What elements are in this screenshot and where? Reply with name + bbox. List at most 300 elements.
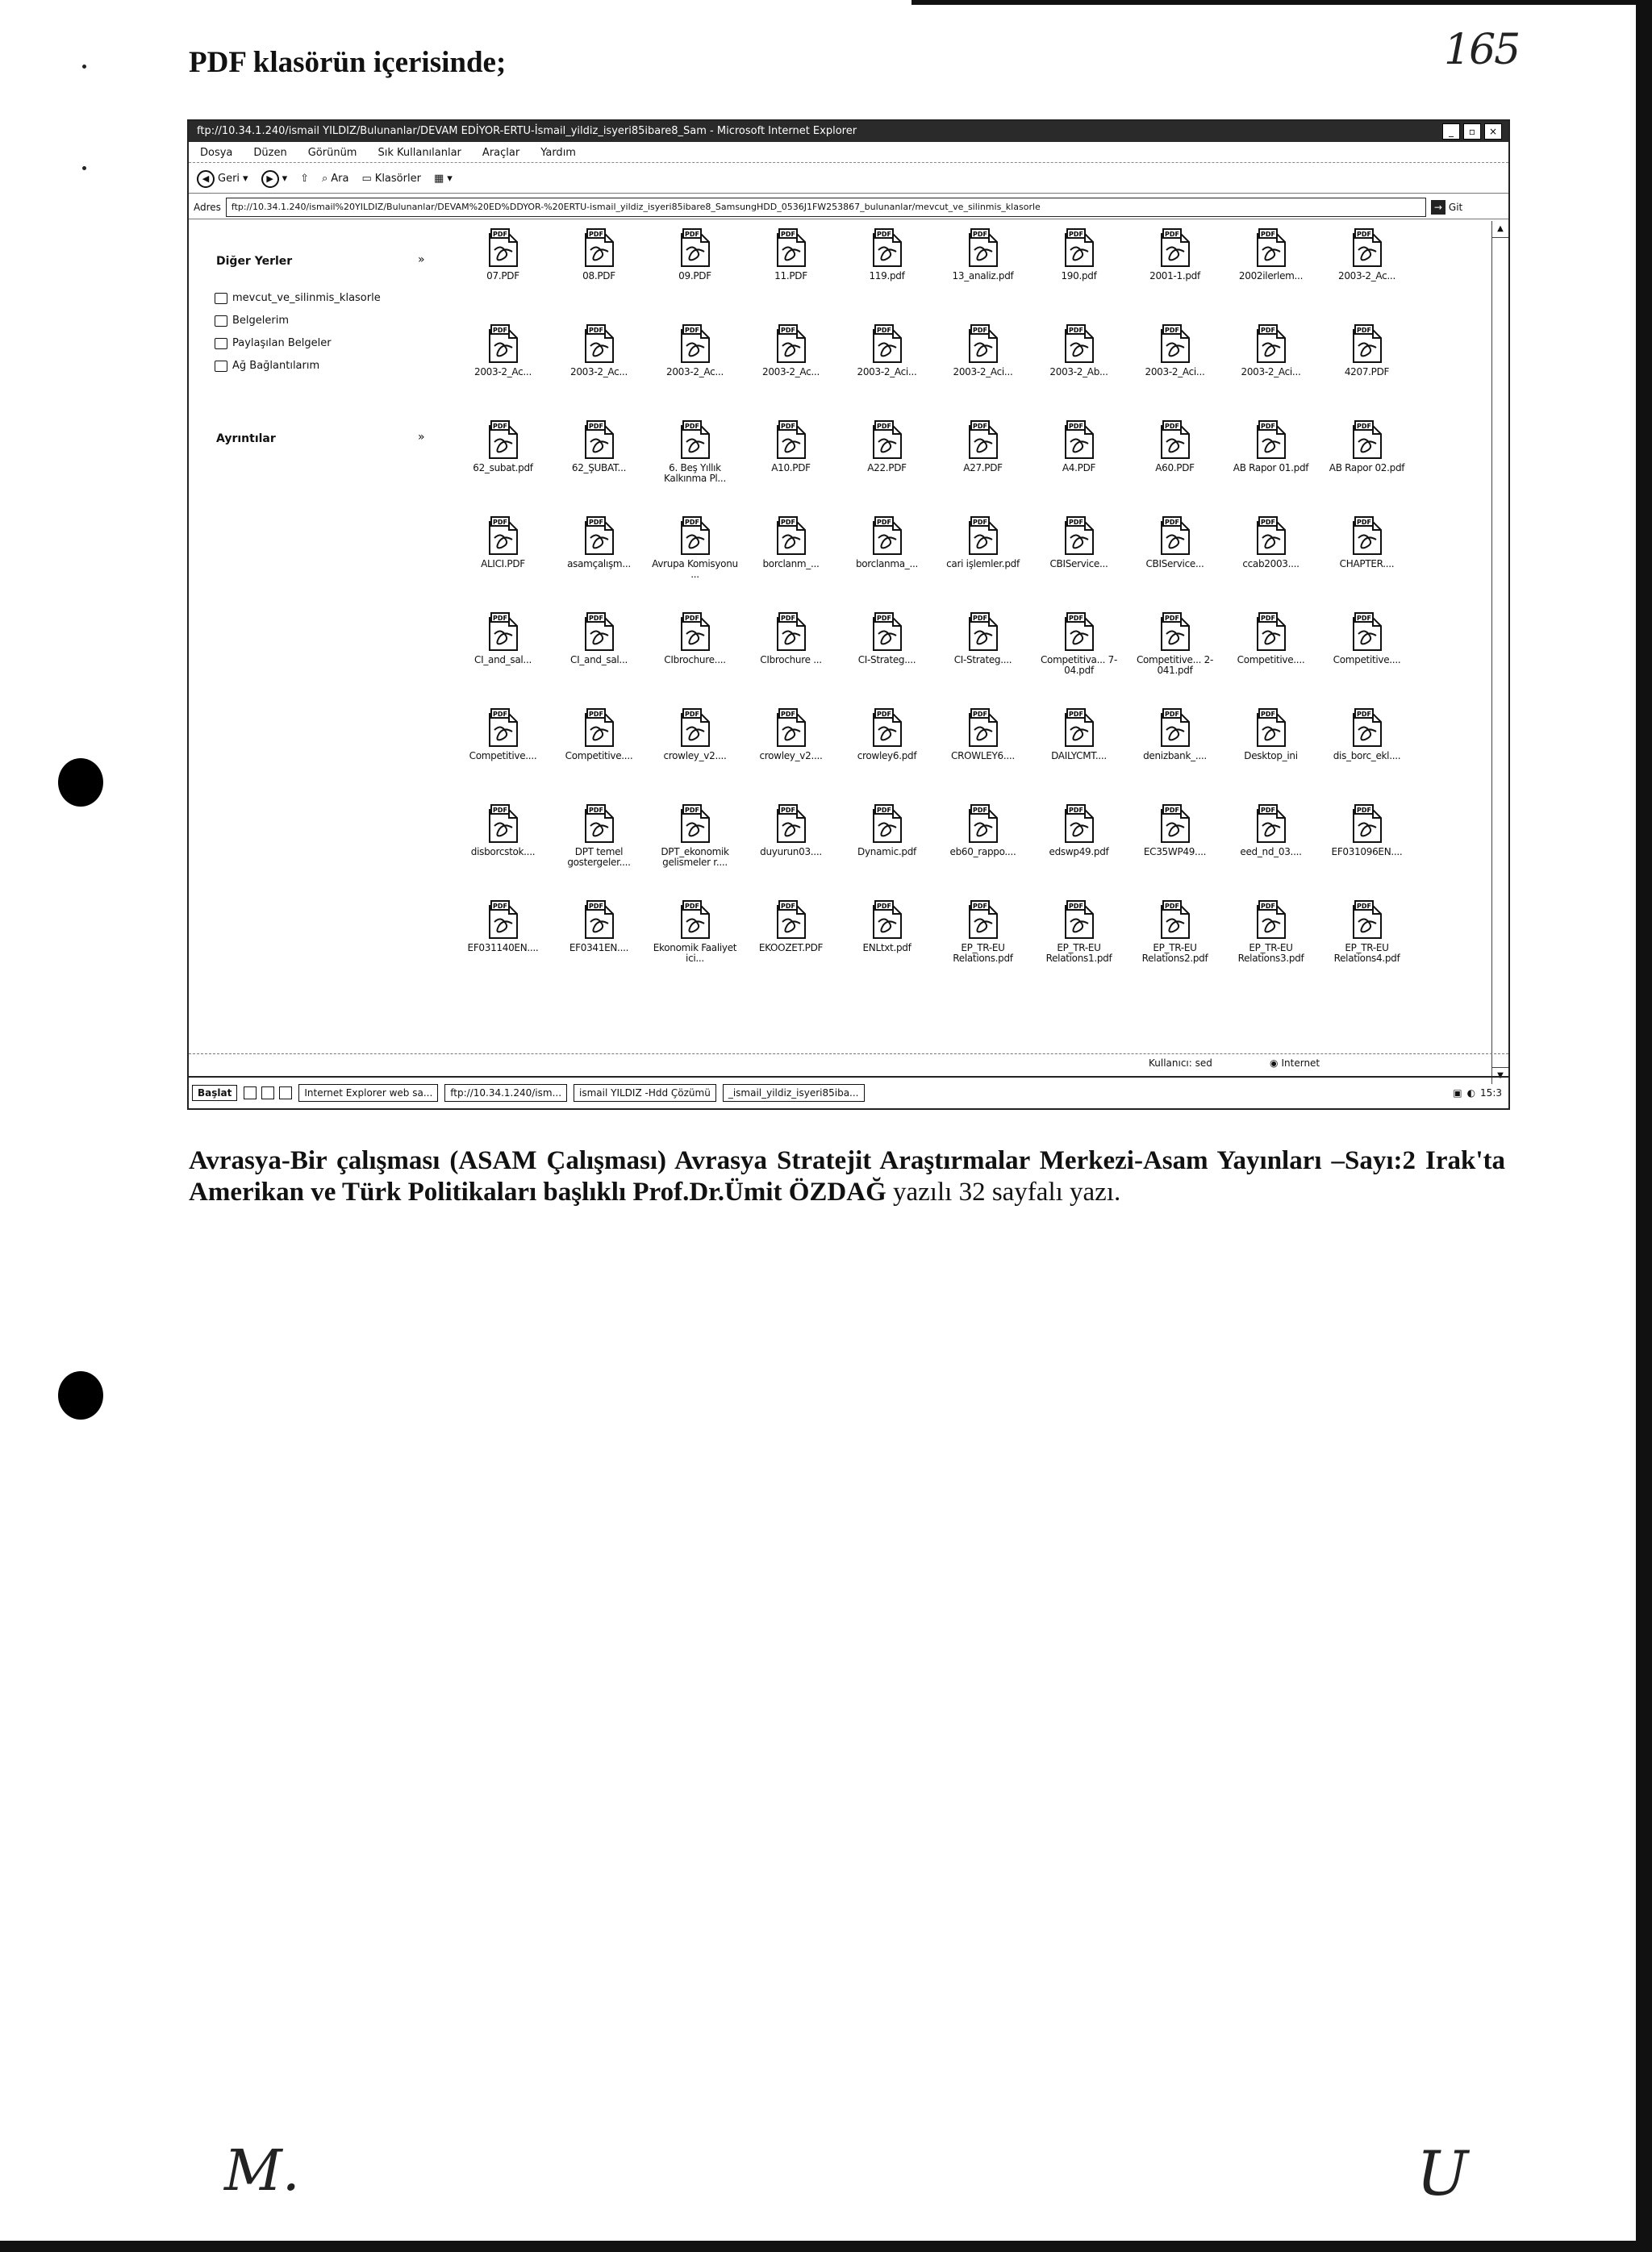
pdf-file-icon	[966, 323, 1000, 364]
address-label: Adres	[194, 201, 221, 213]
go-label: Git	[1448, 201, 1463, 213]
file-item[interactable]	[1319, 419, 1415, 515]
pdf-file-icon	[1254, 611, 1288, 652]
forward-arrow-icon: ▶	[261, 170, 279, 188]
pdf-file-icon	[1158, 515, 1192, 556]
file-name: EKOOZET.PDF	[758, 942, 824, 953]
quick-launch	[244, 1086, 292, 1099]
status-user: Kullanıcı: sed	[1149, 1057, 1212, 1069]
file-item[interactable]	[647, 227, 743, 323]
file-name: CIbrochure....	[664, 654, 726, 665]
file-item[interactable]	[551, 803, 647, 899]
maximize-button[interactable]: ▫	[1463, 123, 1481, 140]
mail-icon[interactable]	[261, 1086, 274, 1099]
file-item[interactable]	[935, 419, 1031, 515]
file-item[interactable]	[455, 515, 551, 611]
file-item[interactable]	[743, 611, 839, 707]
svg-text:PDF: PDF	[588, 903, 603, 910]
svg-text:PDF: PDF	[1356, 711, 1371, 718]
pdf-file-icon	[486, 323, 520, 364]
svg-text:PDF: PDF	[492, 903, 507, 910]
file-name: cari işlemler.pdf	[946, 558, 1020, 569]
folder-icon	[215, 338, 227, 349]
file-name: A27.PDF	[963, 462, 1003, 473]
taskbar-button[interactable]: ismail YILDIZ -Hdd Çözümü	[574, 1084, 716, 1102]
pdf-file-icon	[582, 419, 616, 460]
svg-text:PDF: PDF	[972, 903, 987, 910]
file-item[interactable]	[935, 611, 1031, 707]
collapse-icon[interactable]: »	[418, 431, 425, 444]
file-item[interactable]	[455, 803, 551, 899]
pdf-file-icon	[1158, 227, 1192, 268]
file-item[interactable]	[551, 611, 647, 707]
back-button[interactable]	[197, 170, 248, 188]
file-name: 4207.PDF	[1344, 366, 1390, 377]
address-input[interactable]: ftp://10.34.1.240/ismail%20YILDIZ/Bulunanlar/DEVAM%20ED%DDYOR-%20ERTU-ismail_yildiz_isyeri85ibare8_SamsungHDD_0536J1FW253867_bulunanlar/mevcut_ve_silinmis_klasorle	[226, 198, 1426, 217]
svg-text:PDF: PDF	[876, 807, 891, 814]
file-name: EF0341EN....	[569, 942, 629, 953]
page-heading: PDF klasörün içerisinde;	[189, 46, 507, 79]
svg-text:PDF: PDF	[780, 327, 795, 334]
svg-text:PDF: PDF	[1260, 519, 1275, 526]
folders-icon: ▭	[361, 173, 372, 185]
folders-label: Klasörler	[374, 173, 421, 185]
pdf-file-icon	[1350, 515, 1384, 556]
handwritten-initial-right: U	[1416, 2137, 1469, 2209]
file-item[interactable]	[1223, 803, 1319, 899]
svg-text:PDF: PDF	[1164, 711, 1179, 718]
views-icon: ▦	[433, 173, 444, 185]
file-item[interactable]	[455, 323, 551, 419]
file-name: eed_nd_03....	[1240, 846, 1302, 857]
caption-bold: Avrasya-Bir çalışması (ASAM Çalışması) Avrasya Stratejit Araştırmalar Merkezi-Asam Yayınları –Sayı:2 Irak'ta Amerikan ve Türk Politikaları başlıklı Prof.Dr.Ümit ÖZDAĞ	[189, 1146, 1505, 1207]
scroll-down-icon[interactable]: ▼	[1492, 1067, 1508, 1084]
svg-text:PDF: PDF	[1068, 807, 1083, 814]
folder-icon	[215, 315, 227, 327]
file-item[interactable]	[743, 323, 839, 419]
file-item[interactable]	[455, 227, 551, 323]
file-item[interactable]	[1223, 707, 1319, 803]
file-item[interactable]	[935, 899, 1031, 995]
title-bar	[189, 121, 1508, 142]
pdf-file-icon	[774, 323, 808, 364]
file-item[interactable]	[1319, 803, 1415, 899]
file-name: EP_TR-EU Relations.pdf	[953, 942, 1013, 964]
file-name: DAILYCMT....	[1051, 750, 1107, 761]
pdf-file-icon	[774, 611, 808, 652]
pdf-file-icon	[966, 227, 1000, 268]
pdf-file-icon	[1062, 515, 1096, 556]
svg-text:PDF: PDF	[1356, 231, 1371, 238]
svg-text:PDF: PDF	[876, 903, 891, 910]
file-name: 2003-2_Aci...	[1241, 366, 1301, 377]
desktop-icon[interactable]	[244, 1086, 257, 1099]
file-name: A22.PDF	[867, 462, 907, 473]
pdf-file-icon	[1062, 707, 1096, 748]
file-name: DPT temel gostergeler....	[567, 846, 631, 868]
file-item[interactable]	[455, 707, 551, 803]
svg-text:PDF: PDF	[1164, 423, 1179, 430]
file-name: duyurun03....	[760, 846, 822, 857]
menu-edit[interactable]: Düzen	[253, 147, 287, 159]
svg-text:PDF: PDF	[684, 711, 699, 718]
file-item[interactable]	[455, 611, 551, 707]
file-name: Competitive....	[1237, 654, 1305, 665]
pdf-file-icon	[966, 899, 1000, 940]
file-item[interactable]	[1223, 323, 1319, 419]
svg-text:PDF: PDF	[1260, 711, 1275, 718]
file-name: Ekonomik Faaliyet ici...	[653, 942, 737, 964]
svg-text:PDF: PDF	[1260, 615, 1275, 622]
address-bar	[189, 195, 1508, 219]
file-name: DPT_ekonomik gelismeler r....	[661, 846, 729, 868]
file-item[interactable]	[743, 803, 839, 899]
place-label: mevcut_ve_silinmis_klasorle	[232, 292, 381, 304]
file-name: 2003-2_Ac...	[474, 366, 532, 377]
svg-text:PDF: PDF	[780, 231, 795, 238]
file-item[interactable]	[935, 515, 1031, 611]
file-item[interactable]	[1127, 227, 1223, 323]
file-name: crowley_v2....	[759, 750, 823, 761]
handwritten-initial-left: M.	[224, 2137, 300, 2204]
svg-text:PDF: PDF	[876, 711, 891, 718]
go-button[interactable]	[1431, 200, 1462, 215]
pdf-file-icon	[966, 419, 1000, 460]
clock: 15:3	[1480, 1087, 1502, 1099]
file-item[interactable]	[551, 323, 647, 419]
browser-icon[interactable]	[279, 1086, 292, 1099]
svg-text:PDF: PDF	[972, 519, 987, 526]
file-name: 2001-1.pdf	[1149, 270, 1200, 282]
pdf-file-icon	[1062, 323, 1096, 364]
pdf-file-icon	[870, 227, 904, 268]
pdf-file-icon	[966, 515, 1000, 556]
pdf-file-icon	[678, 323, 712, 364]
scan-dot	[82, 166, 86, 170]
menu-help[interactable]: Yardım	[540, 147, 576, 159]
svg-text:PDF: PDF	[1260, 423, 1275, 430]
file-name: AB Rapor 02.pdf	[1329, 462, 1405, 473]
file-item[interactable]	[1223, 515, 1319, 611]
file-item[interactable]	[839, 899, 935, 995]
forward-button[interactable]	[261, 170, 288, 188]
svg-text:PDF: PDF	[1164, 327, 1179, 334]
file-item[interactable]	[743, 419, 839, 515]
file-item[interactable]	[1319, 323, 1415, 419]
file-name: 62_subat.pdf	[473, 462, 533, 473]
svg-text:PDF: PDF	[1356, 807, 1371, 814]
back-label: Geri	[218, 173, 240, 185]
file-item[interactable]	[935, 227, 1031, 323]
pdf-file-icon	[486, 611, 520, 652]
globe-icon: ◉	[1270, 1057, 1279, 1069]
place-label: Paylaşılan Belgeler	[232, 337, 332, 349]
close-button[interactable]: ×	[1484, 123, 1502, 140]
file-name: borclanma_...	[855, 558, 919, 569]
details-title[interactable]: Ayrıntılar	[216, 432, 276, 445]
file-name: 2003-2_Ac...	[570, 366, 628, 377]
file-item[interactable]	[551, 707, 647, 803]
pdf-file-icon	[1350, 899, 1384, 940]
svg-text:PDF: PDF	[1164, 519, 1179, 526]
back-arrow-icon: ◀	[197, 170, 215, 188]
taskbar-button[interactable]: _ismail_yildiz_isyeri85iba...	[723, 1084, 865, 1102]
scan-edge-bottom	[0, 2241, 1652, 2252]
place-item[interactable]	[215, 315, 289, 327]
taskbar-button[interactable]: Internet Explorer web sa...	[298, 1084, 438, 1102]
pdf-file-icon	[774, 899, 808, 940]
file-item[interactable]	[935, 323, 1031, 419]
file-item[interactable]	[455, 899, 551, 995]
file-name: Desktop_ini	[1244, 750, 1298, 761]
file-item[interactable]	[551, 419, 647, 515]
pdf-file-icon	[1158, 611, 1192, 652]
svg-text:PDF: PDF	[1164, 615, 1179, 622]
file-name: CI-Strateg....	[953, 654, 1012, 665]
file-item[interactable]	[1127, 323, 1223, 419]
punch-hole	[58, 758, 103, 807]
window-title: ftp://10.34.1.240/ismail YILDIZ/Bulunanlar/DEVAM EDİYOR-ERTU-İsmail_yildiz_isyeri85ibare8_Sam - Microsoft Internet Explorer	[197, 125, 857, 137]
file-name: EF031096EN....	[1331, 846, 1403, 857]
svg-text:PDF: PDF	[492, 231, 507, 238]
file-name: EP_TR-EU Relations4.pdf	[1333, 942, 1400, 964]
file-item[interactable]	[743, 515, 839, 611]
collapse-icon[interactable]: »	[418, 253, 425, 266]
file-name: EP_TR-EU Relations3.pdf	[1237, 942, 1304, 964]
file-item[interactable]	[839, 803, 935, 899]
pdf-file-icon	[678, 899, 712, 940]
chevron-down-icon: ▾	[447, 173, 453, 185]
pdf-file-icon	[678, 419, 712, 460]
scan-edge-right	[1636, 0, 1652, 2252]
file-item[interactable]	[1223, 899, 1319, 995]
pdf-file-icon	[1158, 419, 1192, 460]
svg-text:PDF: PDF	[780, 519, 795, 526]
file-item[interactable]	[1223, 227, 1319, 323]
file-item[interactable]	[839, 611, 935, 707]
file-item[interactable]	[743, 899, 839, 995]
pdf-file-icon	[870, 323, 904, 364]
place-item[interactable]	[215, 292, 381, 304]
network-icon	[215, 361, 227, 372]
file-item[interactable]	[743, 227, 839, 323]
scan-dot	[82, 65, 86, 69]
folder-icon	[215, 293, 227, 304]
file-item[interactable]	[1127, 707, 1223, 803]
svg-text:PDF: PDF	[588, 615, 603, 622]
file-name: EP_TR-EU Relations2.pdf	[1141, 942, 1208, 964]
search-label: Ara	[331, 173, 349, 185]
file-item[interactable]	[1031, 515, 1127, 611]
file-item[interactable]	[1127, 803, 1223, 899]
file-item[interactable]	[1223, 611, 1319, 707]
pdf-file-icon	[966, 611, 1000, 652]
file-item[interactable]	[935, 803, 1031, 899]
place-item[interactable]	[215, 337, 332, 349]
pdf-file-icon	[486, 803, 520, 844]
svg-text:PDF: PDF	[1356, 519, 1371, 526]
file-name: A4.PDF	[1062, 462, 1096, 473]
file-name: Dynamic.pdf	[857, 846, 916, 857]
vertical-scrollbar[interactable]	[1491, 221, 1508, 1084]
file-item[interactable]	[935, 707, 1031, 803]
views-button[interactable]	[434, 173, 453, 185]
pdf-file-icon	[1158, 707, 1192, 748]
pdf-file-icon	[870, 803, 904, 844]
svg-text:PDF: PDF	[876, 423, 891, 430]
menu-file[interactable]: Dosya	[200, 147, 233, 159]
up-folder-icon: ⇧	[300, 173, 309, 185]
file-item[interactable]	[1031, 611, 1127, 707]
file-item[interactable]	[1319, 227, 1415, 323]
menu-favorites[interactable]: Sık Kullanılanlar	[378, 147, 461, 159]
caption-normal: yazılı 32 sayfalı yazı.	[886, 1178, 1121, 1207]
file-item[interactable]	[839, 707, 935, 803]
search-icon: ⌕	[322, 173, 328, 185]
other-places-title[interactable]: Diğer Yerler	[216, 255, 293, 268]
file-item[interactable]	[839, 515, 935, 611]
zone-label: Internet	[1281, 1057, 1320, 1069]
file-item[interactable]	[1031, 227, 1127, 323]
svg-text:PDF: PDF	[1356, 423, 1371, 430]
svg-text:PDF: PDF	[588, 327, 603, 334]
taskbar-button[interactable]: ftp://10.34.1.240/ism...	[444, 1084, 567, 1102]
svg-text:PDF: PDF	[972, 327, 987, 334]
svg-text:PDF: PDF	[876, 231, 891, 238]
menu-view[interactable]: Görünüm	[307, 147, 357, 159]
file-item[interactable]	[551, 227, 647, 323]
window-controls	[1442, 123, 1502, 140]
file-name: crowley6.pdf	[857, 750, 917, 761]
caption-paragraph	[189, 1145, 1505, 1208]
file-item[interactable]	[1031, 803, 1127, 899]
file-item[interactable]	[839, 323, 935, 419]
file-item[interactable]	[743, 707, 839, 803]
scroll-up-icon[interactable]: ▲	[1492, 221, 1508, 238]
file-name: denizbank_....	[1143, 750, 1207, 761]
file-name: 11.PDF	[774, 270, 807, 282]
file-item[interactable]	[455, 419, 551, 515]
file-item[interactable]	[1031, 899, 1127, 995]
file-item[interactable]	[647, 899, 743, 995]
file-item[interactable]	[1319, 515, 1415, 611]
file-item[interactable]	[1031, 419, 1127, 515]
file-name: EC35WP49....	[1143, 846, 1207, 857]
start-button[interactable]: Başlat	[192, 1085, 237, 1101]
file-name: 2003-2_Aci...	[857, 366, 917, 377]
file-item[interactable]	[647, 323, 743, 419]
svg-text:PDF: PDF	[1068, 519, 1083, 526]
file-item[interactable]	[1031, 323, 1127, 419]
pdf-file-icon	[1062, 227, 1096, 268]
file-item[interactable]	[1031, 707, 1127, 803]
tray-icon[interactable]: ▣	[1453, 1087, 1462, 1099]
pdf-file-icon	[582, 515, 616, 556]
svg-text:PDF: PDF	[684, 903, 699, 910]
file-item[interactable]	[1223, 419, 1319, 515]
chevron-down-icon: ▾	[243, 173, 248, 185]
up-folder-button[interactable]	[300, 173, 309, 185]
pdf-file-icon	[1062, 611, 1096, 652]
file-name: 2003-2_Ac...	[1338, 270, 1395, 282]
file-item[interactable]	[1127, 899, 1223, 995]
go-arrow-icon: →	[1431, 200, 1446, 215]
tray-icon[interactable]: ◐	[1466, 1087, 1476, 1099]
folders-button[interactable]	[362, 173, 421, 185]
svg-text:PDF: PDF	[684, 519, 699, 526]
file-name: 13_analiz.pdf	[952, 270, 1014, 282]
file-item[interactable]	[1319, 611, 1415, 707]
file-name: A60.PDF	[1155, 462, 1195, 473]
svg-text:PDF: PDF	[780, 615, 795, 622]
pdf-file-icon	[678, 803, 712, 844]
file-name: Competitive....	[469, 750, 537, 761]
file-name: CHAPTER....	[1339, 558, 1395, 569]
menu-tools[interactable]: Araçlar	[482, 147, 520, 159]
svg-text:PDF: PDF	[1068, 711, 1083, 718]
file-item[interactable]	[647, 515, 743, 611]
pdf-file-icon	[1350, 803, 1384, 844]
file-name: CI_and_sal...	[570, 654, 628, 665]
pdf-file-icon	[966, 803, 1000, 844]
pdf-file-icon	[582, 323, 616, 364]
file-name: CROWLEY6....	[951, 750, 1015, 761]
svg-text:PDF: PDF	[492, 807, 507, 814]
svg-text:PDF: PDF	[1260, 231, 1275, 238]
file-item[interactable]	[1127, 515, 1223, 611]
search-button[interactable]	[322, 173, 349, 185]
file-item[interactable]	[1127, 611, 1223, 707]
file-item[interactable]	[1319, 899, 1415, 995]
file-name: Competitive... 2-041.pdf	[1136, 654, 1214, 676]
file-name: Competitive....	[565, 750, 633, 761]
file-item[interactable]	[1319, 707, 1415, 803]
place-item[interactable]	[215, 360, 319, 372]
file-item[interactable]	[647, 419, 743, 515]
pdf-file-icon	[1062, 803, 1096, 844]
svg-text:PDF: PDF	[876, 615, 891, 622]
file-item[interactable]	[839, 419, 935, 515]
toolbar	[189, 165, 1508, 194]
file-item[interactable]	[647, 803, 743, 899]
file-item[interactable]	[647, 611, 743, 707]
svg-text:PDF: PDF	[588, 423, 603, 430]
file-item[interactable]	[551, 515, 647, 611]
svg-text:PDF: PDF	[1356, 903, 1371, 910]
pdf-file-icon	[870, 611, 904, 652]
file-name: CBIService...	[1145, 558, 1204, 569]
file-item[interactable]	[839, 227, 935, 323]
svg-text:PDF: PDF	[972, 711, 987, 718]
file-item[interactable]	[647, 707, 743, 803]
file-name: Competitiva... 7-04.pdf	[1040, 654, 1118, 676]
chevron-down-icon: ▾	[282, 173, 288, 185]
svg-text:PDF: PDF	[1068, 903, 1083, 910]
file-name: EF031140EN....	[467, 942, 539, 953]
pdf-file-icon	[774, 515, 808, 556]
file-name: ALICI.PDF	[481, 558, 525, 569]
file-name: 2003-2_Ac...	[666, 366, 724, 377]
svg-text:PDF: PDF	[1260, 807, 1275, 814]
file-name: AB Rapor 01.pdf	[1233, 462, 1309, 473]
minimize-button[interactable]: _	[1442, 123, 1460, 140]
pdf-file-icon	[1350, 323, 1384, 364]
file-item[interactable]	[551, 899, 647, 995]
pdf-file-icon	[1254, 419, 1288, 460]
pdf-file-icon	[870, 707, 904, 748]
file-item[interactable]	[1127, 419, 1223, 515]
pdf-file-icon	[774, 707, 808, 748]
